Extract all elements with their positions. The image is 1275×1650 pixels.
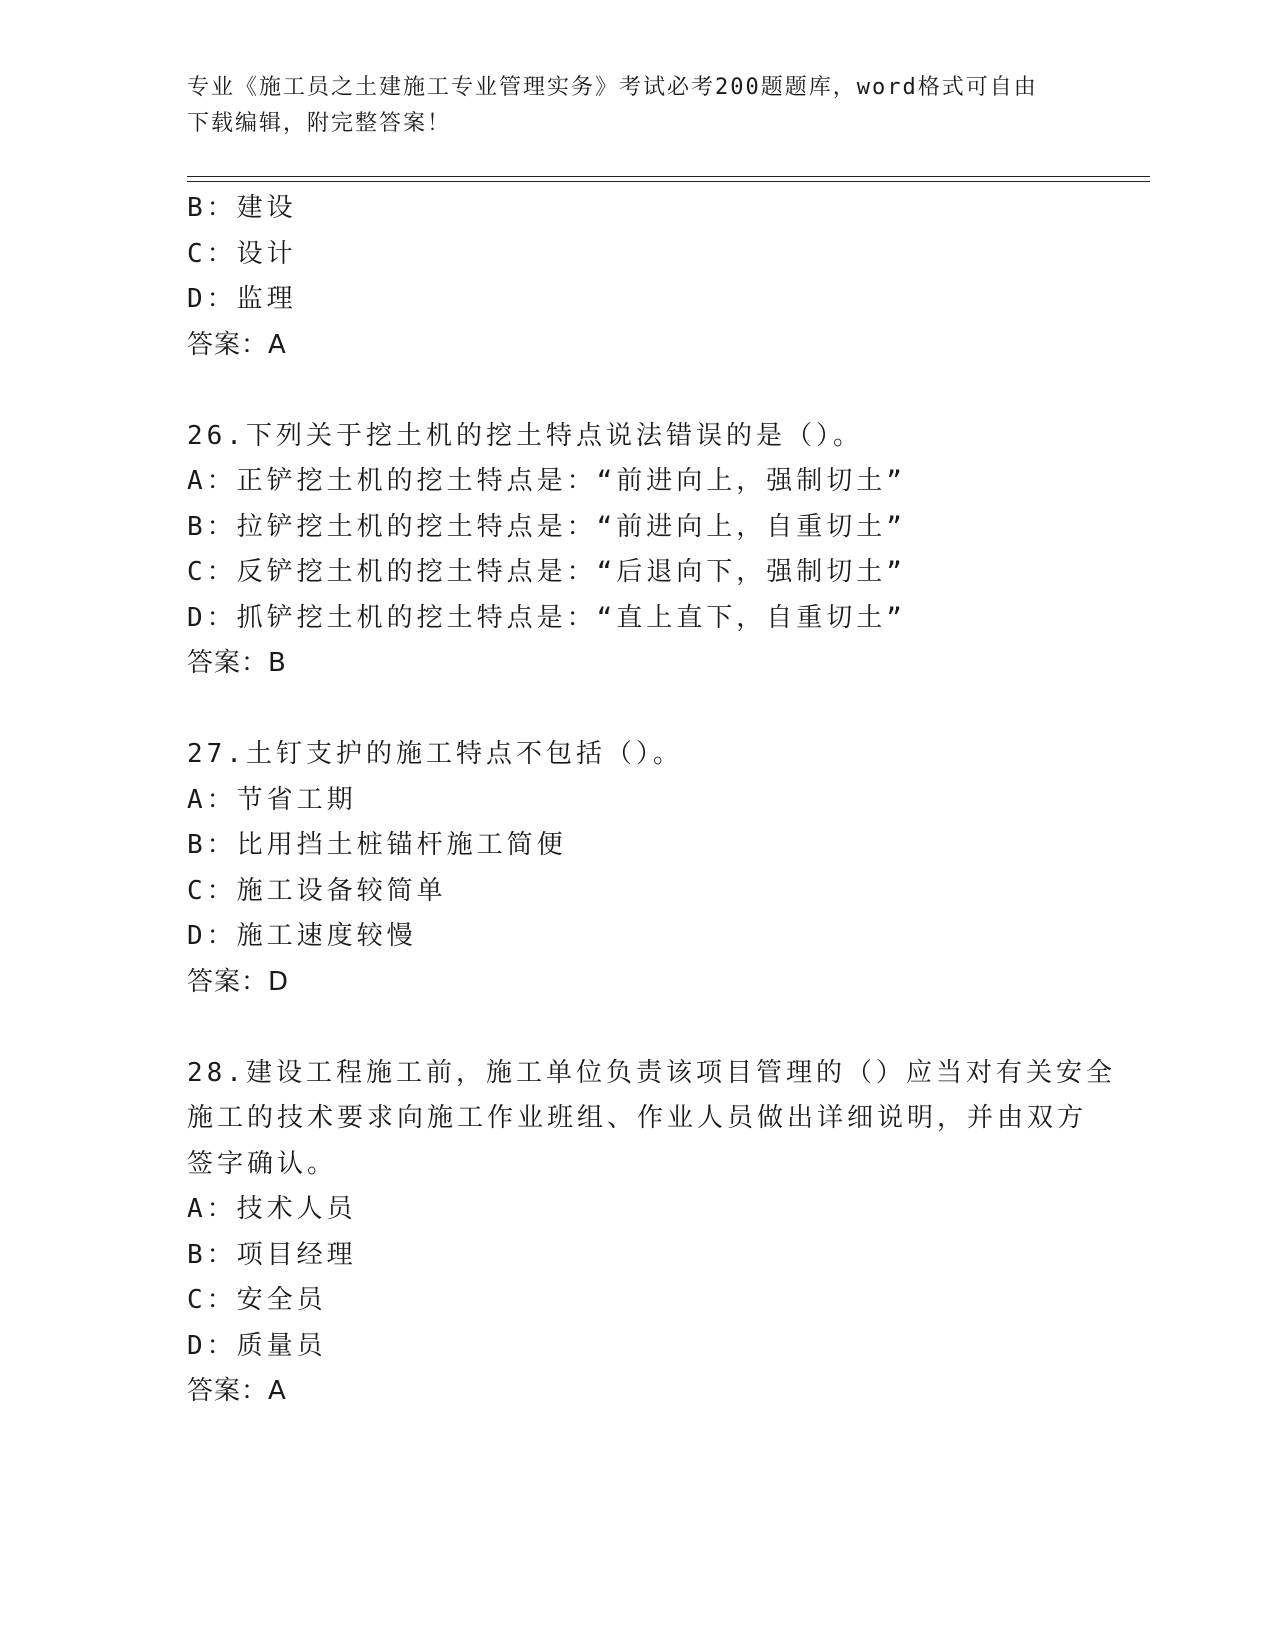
question-block-25 <box>187 186 1087 368</box>
stem-line: 28.建设工程施工前，施工单位负责该项目管理的（）应当对有关安全 <box>187 1057 1116 1088</box>
spacer <box>187 368 1087 414</box>
header-line-1: 专业《施工员之土建施工专业管理实务》考试必考200题题库，word格式可自由 <box>187 75 1038 100</box>
option-a: A：技术人员 <box>187 1194 357 1224</box>
option-d: D：监理 <box>187 284 297 314</box>
option-d: D：抓铲挖土机的挖土特点是：“直上直下，自重切土” <box>187 602 906 633</box>
header-divider-bottom <box>187 181 1150 182</box>
option-d: D：质量员 <box>187 1330 327 1361</box>
option-c: C：设计 <box>187 238 297 269</box>
question-block-26 <box>187 414 1087 687</box>
option-b: B：比用挡土桩锚杆施工简便 <box>187 830 567 860</box>
stem-line: 签字确认。 <box>187 1148 338 1179</box>
option-a: A：节省工期 <box>187 784 357 815</box>
answer-line: 答案：D <box>187 966 290 997</box>
answer-line: 答案：A <box>187 1376 287 1406</box>
option-b: B：建设 <box>187 193 297 223</box>
option-c: C：反铲挖土机的挖土特点是：“后退向下，强制切土” <box>187 557 906 587</box>
answer-line: 答案：B <box>187 648 287 678</box>
spacer <box>187 1005 1087 1051</box>
question-block-28 <box>187 1051 1116 1415</box>
document-header <box>187 70 1087 142</box>
option-c: C：施工设备较简单 <box>187 875 447 906</box>
option-c: C：安全员 <box>187 1285 327 1315</box>
question-stem <box>187 414 1087 460</box>
option-b: B：拉铲挖土机的挖土特点是：“前进向上，自重切土” <box>187 511 906 542</box>
option-b: B：项目经理 <box>187 1239 357 1270</box>
stem-line: 27.土钉支护的施工特点不包括（）。 <box>187 739 683 769</box>
option-d: D：施工速度较慢 <box>187 921 417 951</box>
header-line-2: 下载编辑，附完整答案！ <box>187 111 452 136</box>
question-list <box>187 186 1116 1415</box>
answer-line: 答案：A <box>187 329 287 360</box>
question-stem <box>187 732 1087 778</box>
question-stem <box>187 1051 1116 1188</box>
question-block-27 <box>187 732 1087 1005</box>
option-a: A：正铲挖土机的挖土特点是：“前进向上，强制切土” <box>187 466 906 496</box>
stem-line: 施工的技术要求向施工作业班组、作业人员做出详细说明，并由双方 <box>187 1103 1088 1133</box>
spacer <box>187 687 1087 733</box>
stem-line: 26.下列关于挖土机的挖土特点说法错误的是（）。 <box>187 420 863 451</box>
header-divider-top <box>187 176 1150 177</box>
